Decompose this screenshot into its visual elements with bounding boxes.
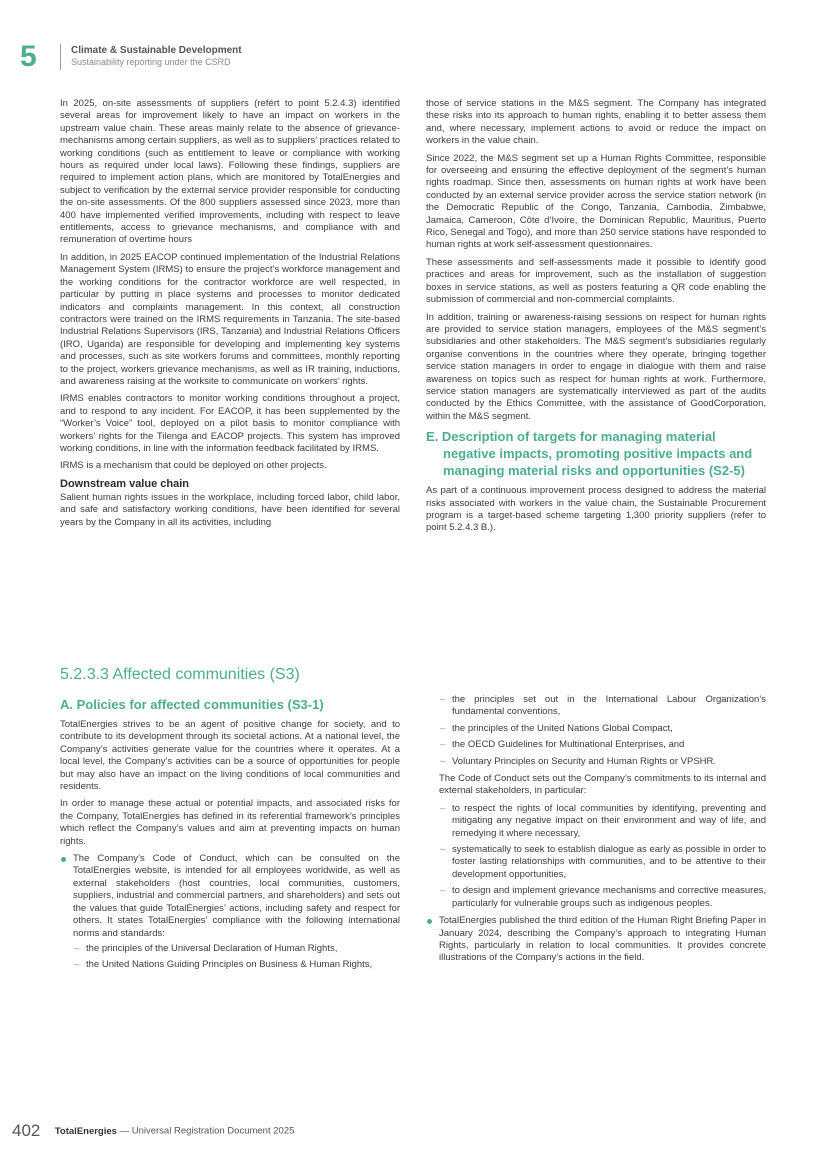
dash-list	[426, 803, 766, 910]
header-divider	[60, 44, 61, 70]
bullet-list	[60, 853, 400, 972]
dash-list	[73, 943, 400, 972]
bullet-list	[426, 915, 766, 965]
footer-document-title: — Universal Registration Document 2025	[116, 1125, 295, 1137]
paragraph: In order to manage these actual or potential impacts, and associated risks for the Company, TotalEnergies has defined in its referential framework’s principles which reflect the Company’s values and aim at preventing impacts on human rights.	[60, 798, 400, 847]
paragraph: The Code of Conduct sets out the Company’s commitments to its internal and external stakeholders, in particular:	[439, 773, 766, 797]
header-title: Climate & Sustainable Development	[71, 45, 242, 56]
list-item: – Voluntary Principles on Security and Human Rights or VPSHR.	[439, 756, 766, 768]
list-item: – the United Nations Guiding Principles on Business & Human Rights,	[73, 959, 400, 971]
paragraph: Salient human rights issues in the workplace, including forced labor, child labor, and safe and satisfactory working conditions, have been identified for several years by the Company in all its activities, including	[60, 491, 400, 528]
lower-left-column	[60, 696, 400, 977]
paragraph: IRMS is a mechanism that could be deployed on other projects.	[60, 460, 327, 472]
upper-left-column	[60, 98, 400, 534]
list-item: TotalEnergies published the third edition of the Human Right Briefing Paper in January 2024, describing the Company’s approach to integrating Human Rights, particularly in relation to local communities. It provides concrete illustrations of the Company’s actions in the field.	[426, 915, 766, 965]
paragraph: In 2025, on-site assessments of suppliers (refért to point 5.2.4.3) identified several areas for improvement likely to have an impact on workers in the upstream value chain. These areas mainly relate to the absence of grievance-mechanisms among certain suppliers, as well as to suppliers’ practices related to working conditions (such as entitlement to leave or compliance with working hours as required under local laws). Following these findings, suppliers are required to implement action plans, which are monitored by TotalEnergies and subject to verification by the external service provider responsible for conducting the on-site assessments. Of the 800 suppliers assessed since 2023, more than 400 have implemented verified improvements, including with respect to leave entitlements, access to grievance mechanisms, and compliance with and remuneration of overtime hours	[60, 98, 400, 246]
header-subtitle: Sustainability reporting under the CSRD	[71, 57, 231, 67]
list-item: – the principles of the Universal Declaration of Human Rights,	[73, 943, 400, 955]
paragraph: As part of a continuous improvement process designed to address the material risks associated with workers in the value chain, the Sustainable Procurement program is a target-based scheme targeting 1,300 priority suppliers (refer to point 5.2.4.3 B.).	[426, 485, 766, 534]
list-item	[60, 853, 400, 972]
list-item: – the principles set out in the International Labour Organization’s fundamental conventions,	[439, 694, 766, 719]
lower-right-column	[426, 694, 766, 970]
list-item-text: The Company’s Code of Conduct, which can be consulted on the TotalEnergies website, is intended for all employees worldwide, as well as external stakeholders (host countries, local communities, customers, suppliers, industrial and commercial partners, and shareholders) and sets out the values that guide TotalEnergies’ actions, including safety and respect for others. It states TotalEnergies’ compliance with the following international norms and standards:	[73, 853, 400, 939]
paragraph: These assessments and self-assessments made it possible to identify good practices and areas for improvement, such as the installation of suggestion boxes in service stations, as well as posters featuring a QR code enabling the submission of commercial and non-commercial complaints.	[426, 256, 766, 306]
list-item: – the OECD Guidelines for Multinational Enterprises, and	[439, 739, 766, 751]
page-footer	[12, 1121, 294, 1141]
section-heading: 5.2.3.3 Affected communities (S3)	[60, 666, 300, 683]
list-item: – the principles of the United Nations Global Compact,	[439, 723, 766, 735]
list-item: – to respect the rights of local communities by identifying, preventing and mitigating any negative impact on their environment and way of life, and remedying it where necessary,	[439, 803, 766, 840]
list-item: – systematically to seek to establish dialogue as early as possible in order to foster lasting relationships with communities, and to be attentive to their development opportunities,	[439, 844, 766, 881]
list-item: – to design and implement grievance mechanisms and corrective measures, particularly for vulnerable groups such as indigenous peoples.	[439, 885, 766, 910]
paragraph: those of service stations in the M&S segment. The Company has integrated these risks into its approach to human rights, enabling it to better assess them and, where necessary, implement actions to avoid or reduce the impact on workers in the value chain.	[426, 98, 766, 147]
section-e-heading: E. Description of targets for managing material negative impacts, promoting positive impacts and managing material risks and opportunities (S2-5)	[426, 429, 753, 479]
paragraph: In addition, training or awareness-raising sessions on respect for human rights are provided to service station managers, employees of the M&S segment’s subsidiaries and other stakeholders. The M&S segment’s subsidiaries regularly organise conventions in the countries where they operate, bringing together service station managers in order to engage in dialogue with them and raise awareness on topics such as respect for human rights at work. Furthermore, service station managers are systematically interviewed as part of the audits conducted by the Ethics Committee, with the assistance of GoodCorporation, within the M&S segment.	[426, 311, 766, 422]
dash-list	[426, 694, 766, 768]
footer-brand: TotalEnergies	[54, 1125, 117, 1137]
paragraph: In addition, in 2025 EACOP continued implementation of the Industrial Relations Management System (IRMS) to ensure the project’s workforce management and the working conditions for the contractor workforce are well respected, in particular by putting in place systems and processes to monitor dedicated indicators and complaints management. In this context, all construction contractors were trained on the IRMS requirements in Tanzania. The site-based Industrial Relations Supervisors (IRS, Tanzania) and Industrial Relations Officers (IRO, Uganda) are responsible for developing and implementing key systems and processes, such as site workers forums and committees, monthly reporting to the project, workers grievance mechanisms, as well as IR training, inductions, and awareness raising at the worksite to communicate on workers’ rights.	[60, 251, 400, 387]
paragraph: TotalEnergies strives to be an agent of positive change for society, and to contribute to its development through its societal actions. At a national level, the Company’s activities generate value for the countries where it operates. At a local level, the Company’s activities can be a source of opportunities for people but may also have an impact on the living conditions of local communities and residents.	[60, 719, 400, 793]
chapter-number: 5	[20, 40, 37, 73]
paragraph: Since 2022, the M&S segment set up a Human Rights Committee, responsible for overseeing and ensuring the effective deployment of the segment’s human rights roadmap. Since then, assessments on human rights at work have been conducted by an external service provider across the service station network (in the Democratic Republic of the Congo, Tanzania, Cambodia, Zimbabwe, Jamaica, Cameroon, Côte d’Ivoire, the Dominican Republic, Mauritius, Puerto Rico, Senegal and Togo), and more than 250 service stations have responded to human rights at work self-assessment questionnaires.	[426, 152, 766, 251]
page-number: 402	[12, 1121, 41, 1140]
paragraph: IRMS enables contractors to monitor working conditions throughout a project, and to respond to any incident. For EACOP, it has been supplemented by the “Worker’s Voice” tool, deployed on a pilot basis to monitor compliance with workers’ rights for the Tilenga and EACOP projects. This system has improved working conditions, in line with the information feedback facilitated by IRMS.	[60, 393, 400, 454]
upper-right-column	[426, 98, 766, 540]
section-a-heading: A. Policies for affected communities (S3-1)	[60, 697, 324, 712]
downstream-heading: Downstream value chain	[60, 477, 189, 490]
